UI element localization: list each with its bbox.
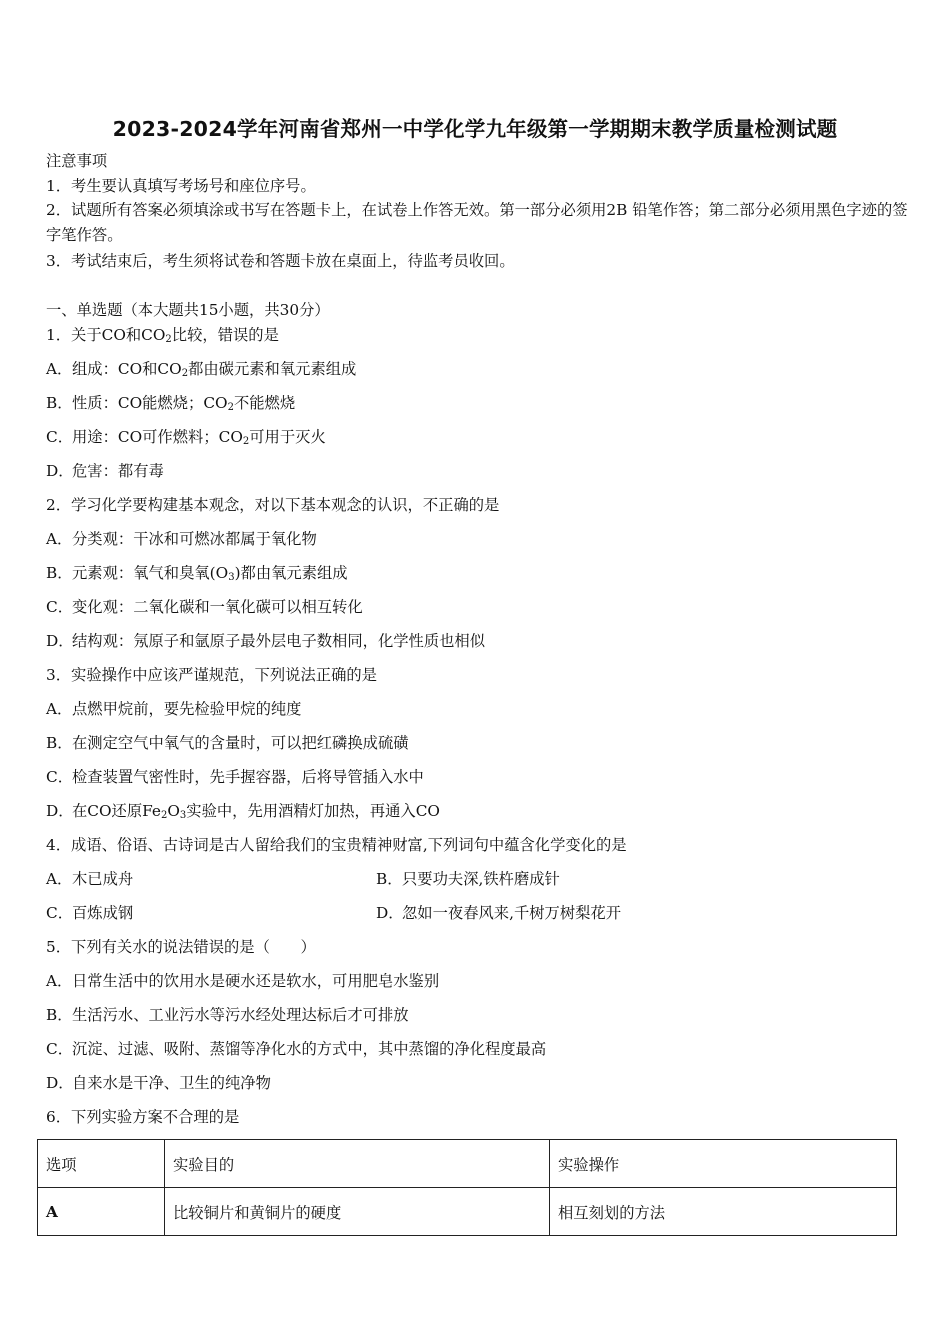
q1-option-a[interactable]: A．组成：CO和$CO_2$都由碳元素和氧元素组成 (46, 360, 357, 379)
table-row (38, 1188, 897, 1236)
question-1-stem: 1．关于CO和$CO_2$比较，错误的是 (46, 326, 279, 345)
notice-item-1: 1．考生要认真填写考场号和座位序号。 (46, 177, 316, 195)
notice-item-2: 2．试题所有答案必须填涂或书写在答题卡上，在试卷上作答无效。第一部分必须用2B 铅笔作答；第二部分必须用黑色字迹的签字笔作答。 (46, 201, 908, 244)
q3-option-d[interactable]: D．在CO还原$Fe_2O_3$实验中，先用酒精灯加热，再通入CO (46, 802, 440, 821)
q1-option-c[interactable]: C．用途：CO可作燃料；$CO_2$可用于灭火 (46, 428, 326, 447)
option-label: A． (46, 700, 73, 718)
q4-option-c[interactable]: C．百炼成钢 (46, 904, 134, 922)
question-3-stem: 3．实验操作中应该严谨规范，下列说法正确的是 (46, 666, 377, 684)
question-4-stem: 4．成语、俗语、古诗词是古人留给我们的宝贵精神财富,下列词句中蕴含化学变化的是 (46, 836, 627, 854)
option-label: A． (46, 972, 73, 990)
q5-option-c[interactable]: C．沉淀、过滤、吸附、蒸馏等净化水的方式中，其中蒸馏的净化程度最高 (46, 1040, 547, 1058)
option-label: C． (46, 904, 74, 922)
table-header-cell: 实验操作 (550, 1140, 897, 1188)
option-label: D． (46, 802, 74, 820)
option-label: B． (46, 734, 73, 752)
q4-option-d[interactable]: D．忽如一夜春风来,千树万树梨花开 (376, 904, 622, 922)
q5-option-a[interactable]: A．日常生活中的饮用水是硬水还是软水，可用肥皂水鉴别 (46, 972, 440, 990)
table-header-cell: 选项 (38, 1140, 165, 1188)
option-label: D． (46, 1074, 74, 1092)
option-label: D． (376, 904, 404, 922)
option-label: C． (46, 428, 74, 446)
table-cell: A (38, 1188, 165, 1236)
q2-option-d[interactable]: D．结构观：氖原子和氩原子最外层电子数相同，化学性质也相似 (46, 632, 486, 650)
option-label: D． (46, 462, 74, 480)
question-6-stem: 6．下列实验方案不合理的是 (46, 1108, 240, 1126)
option-label: C． (46, 598, 74, 616)
option-label: B． (46, 394, 73, 412)
q5-option-b[interactable]: B．生活污水、工业污水等污水经处理达标后才可排放 (46, 1006, 409, 1024)
option-label: B． (46, 564, 73, 582)
q2-option-a[interactable]: A．分类观：干冰和可燃冰都属于氧化物 (46, 530, 317, 548)
q2-option-c[interactable]: C．变化观：二氧化碳和一氧化碳可以相互转化 (46, 598, 363, 616)
option-label: A． (46, 870, 73, 888)
page-title: 2023-2024学年河南省郑州一中学化学九年级第一学期期末教学质量检测试题 (112, 117, 838, 141)
q4-option-b[interactable]: B．只要功夫深,铁杵磨成针 (376, 870, 560, 888)
option-label: D． (46, 632, 74, 650)
experiment-table (37, 1139, 897, 1236)
notice-item-3: 3．考试结束后，考生须将试卷和答题卡放在桌面上，待监考员收回。 (46, 252, 515, 270)
table-header-row (38, 1140, 897, 1188)
table-cell: 比较铜片和黄铜片的硬度 (165, 1188, 550, 1236)
q3-option-c[interactable]: C．检查装置气密性时，先手握容器，后将导管插入水中 (46, 768, 424, 786)
question-2-stem: 2．学习化学要构建基本观念，对以下基本观念的认识，不正确的是 (46, 496, 500, 514)
q5-option-d[interactable]: D．自来水是干净、卫生的纯净物 (46, 1074, 271, 1092)
option-label: A． (46, 360, 73, 378)
table-cell: 相互刻划的方法 (550, 1188, 897, 1236)
q1-option-b[interactable]: B．性质：CO能燃烧；$CO_2$不能燃烧 (46, 394, 296, 413)
q3-option-a[interactable]: A．点燃甲烷前，要先检验甲烷的纯度 (46, 700, 302, 718)
option-label: B． (376, 870, 403, 888)
section-heading: 一、单选题（本大题共15小题，共30分） (46, 301, 330, 319)
q4-option-a[interactable]: A．木已成舟 (46, 870, 134, 888)
option-label: C． (46, 1040, 74, 1058)
option-label: C． (46, 768, 74, 786)
notice-heading: 注意事项 (46, 152, 108, 170)
question-5-stem: 5．下列有关水的说法错误的是（ ） (46, 938, 316, 956)
table-header-cell: 实验目的 (165, 1140, 550, 1188)
option-label: B． (46, 1006, 73, 1024)
option-label: A． (46, 530, 73, 548)
q1-option-d[interactable]: D．危害：都有毒 (46, 462, 164, 480)
q3-option-b[interactable]: B．在测定空气中氧气的含量时，可以把红磷换成硫磺 (46, 734, 409, 752)
q2-option-b[interactable]: B．元素观：氧气和臭氧$(O_3)$都由氧元素组成 (46, 564, 348, 583)
